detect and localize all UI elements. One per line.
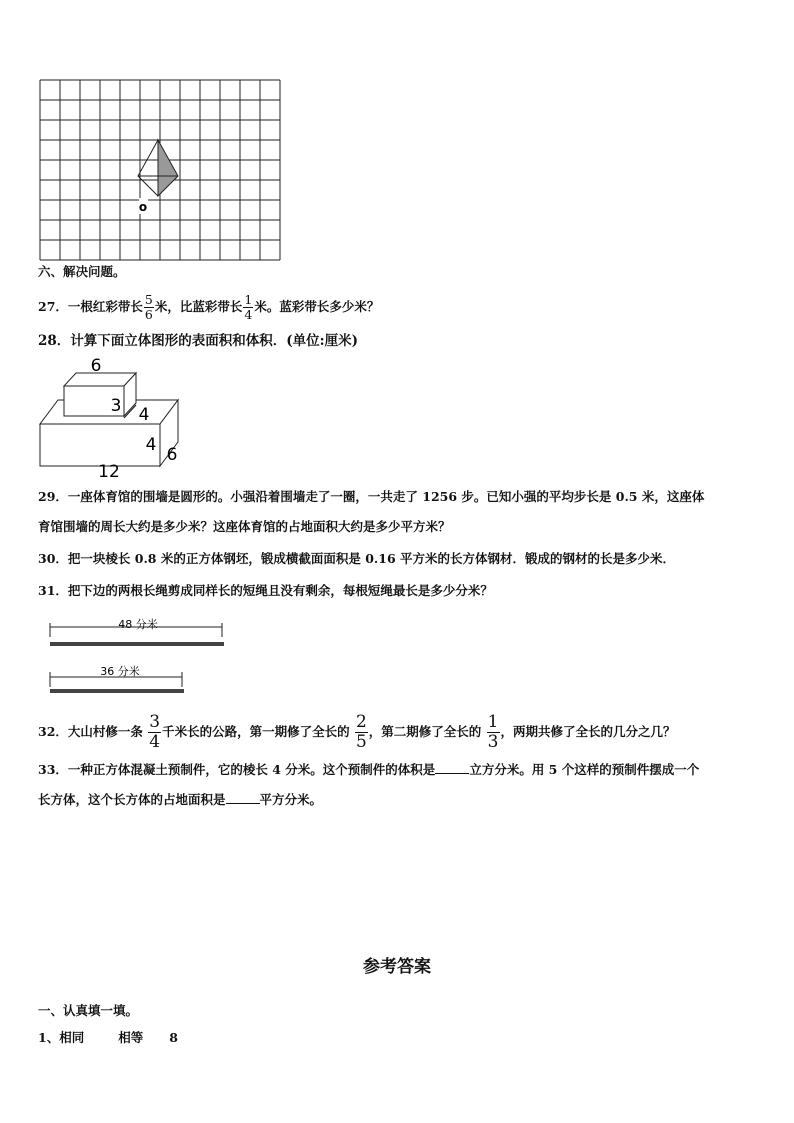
question-32 <box>38 713 676 752</box>
answer-1-value-1: 相同 <box>59 1030 85 1045</box>
rope2 <box>50 689 184 693</box>
top-length-label: 6 <box>90 356 102 376</box>
fraction-1-4: $\frac{1}{4}$ <box>244 292 253 322</box>
q32-suffix: ，两期共修了全长的几分之几？ <box>500 724 676 739</box>
rope2-label: 36 分米 <box>100 665 140 678</box>
question-33-line2: 长方体，这个长方体的占地面积是 平方分米。 <box>38 789 322 810</box>
fraction-3-4: $\frac{3}{4}$ <box>149 712 161 752</box>
grid-figure <box>38 78 282 262</box>
base-height-label: 4 <box>145 435 157 455</box>
q27-suffix: 米。蓝彩带长多少米？ <box>254 299 380 314</box>
top-height-label: 3 <box>110 396 122 416</box>
top-depth-label: 4 <box>138 405 150 425</box>
question-33-line1: 33．一种正方体混凝土预制件，它的棱长 4 分米。这个预制件的体积是 立方分米。用 5 个这样的预制件摆成一个 <box>38 759 699 780</box>
q27-mid: 米，比蓝彩带长 <box>154 299 243 314</box>
question-27 <box>38 293 379 322</box>
fraction-2-5: $\frac{2}{5}$ <box>355 712 367 752</box>
answers-section1: 一、认真填一填。 <box>38 1003 139 1018</box>
answer-1-value-3: 8 <box>169 1030 178 1045</box>
question-29-line2: 育馆围墙的周长大约是多少米？这座体育馆的占地面积大约是多少平方米？ <box>38 519 451 534</box>
ropes-figure <box>46 615 236 701</box>
answer-1: 1、相同 相等 8 <box>38 1030 178 1045</box>
stacked-cuboid-figure <box>30 356 190 481</box>
answer-blank-volume[interactable] <box>435 759 469 774</box>
fraction-5-6: $\frac{5}{6}$ <box>144 292 153 322</box>
fraction-1-3: $\frac{1}{3}$ <box>487 712 499 752</box>
kite-outline-left <box>138 140 158 196</box>
q27-prefix: 27．一根红彩带长 <box>38 299 143 314</box>
rope1 <box>50 642 224 646</box>
base-depth-label: 6 <box>166 445 178 465</box>
answers-title: 参考答案 <box>363 957 431 977</box>
answer-1-value-2: 相等 <box>118 1030 144 1045</box>
question-29-line1: 29．一座体育馆的围墙是圆形的。小强沿着围墙走了一圈，一共走了 1256 步。已知小强的平均步长是 0.5 米，这座体 <box>38 489 705 504</box>
q32-mid2: ，第二期修了全长的 <box>368 724 482 739</box>
question-30: 30．把一块棱长 0.8 米的正方体钢坯，锻成横截面面积是 0.16 平方米的长方体钢材．锻成的钢材的长是多少米． <box>38 551 675 566</box>
origin-label: o <box>138 200 148 214</box>
answer-blank-area[interactable] <box>226 789 260 804</box>
question-28: 28．计算下面立体图形的表面积和体积．(单位:厘米) <box>38 333 359 349</box>
kite-shaded-half <box>158 140 178 196</box>
rope1-label: 48 分米 <box>118 618 158 631</box>
q32-prefix: 32．大山村修一条 <box>38 724 143 739</box>
question-31: 31．把下边的两根长绳剪成同样长的短绳且没有剩余，每根短绳最长是多少分米？ <box>38 583 493 598</box>
section6-title: 六、解决问题。 <box>38 264 126 279</box>
q32-mid1: 千米长的公路，第一期修了全长的 <box>162 724 350 739</box>
base-length-label: 12 <box>98 462 120 481</box>
